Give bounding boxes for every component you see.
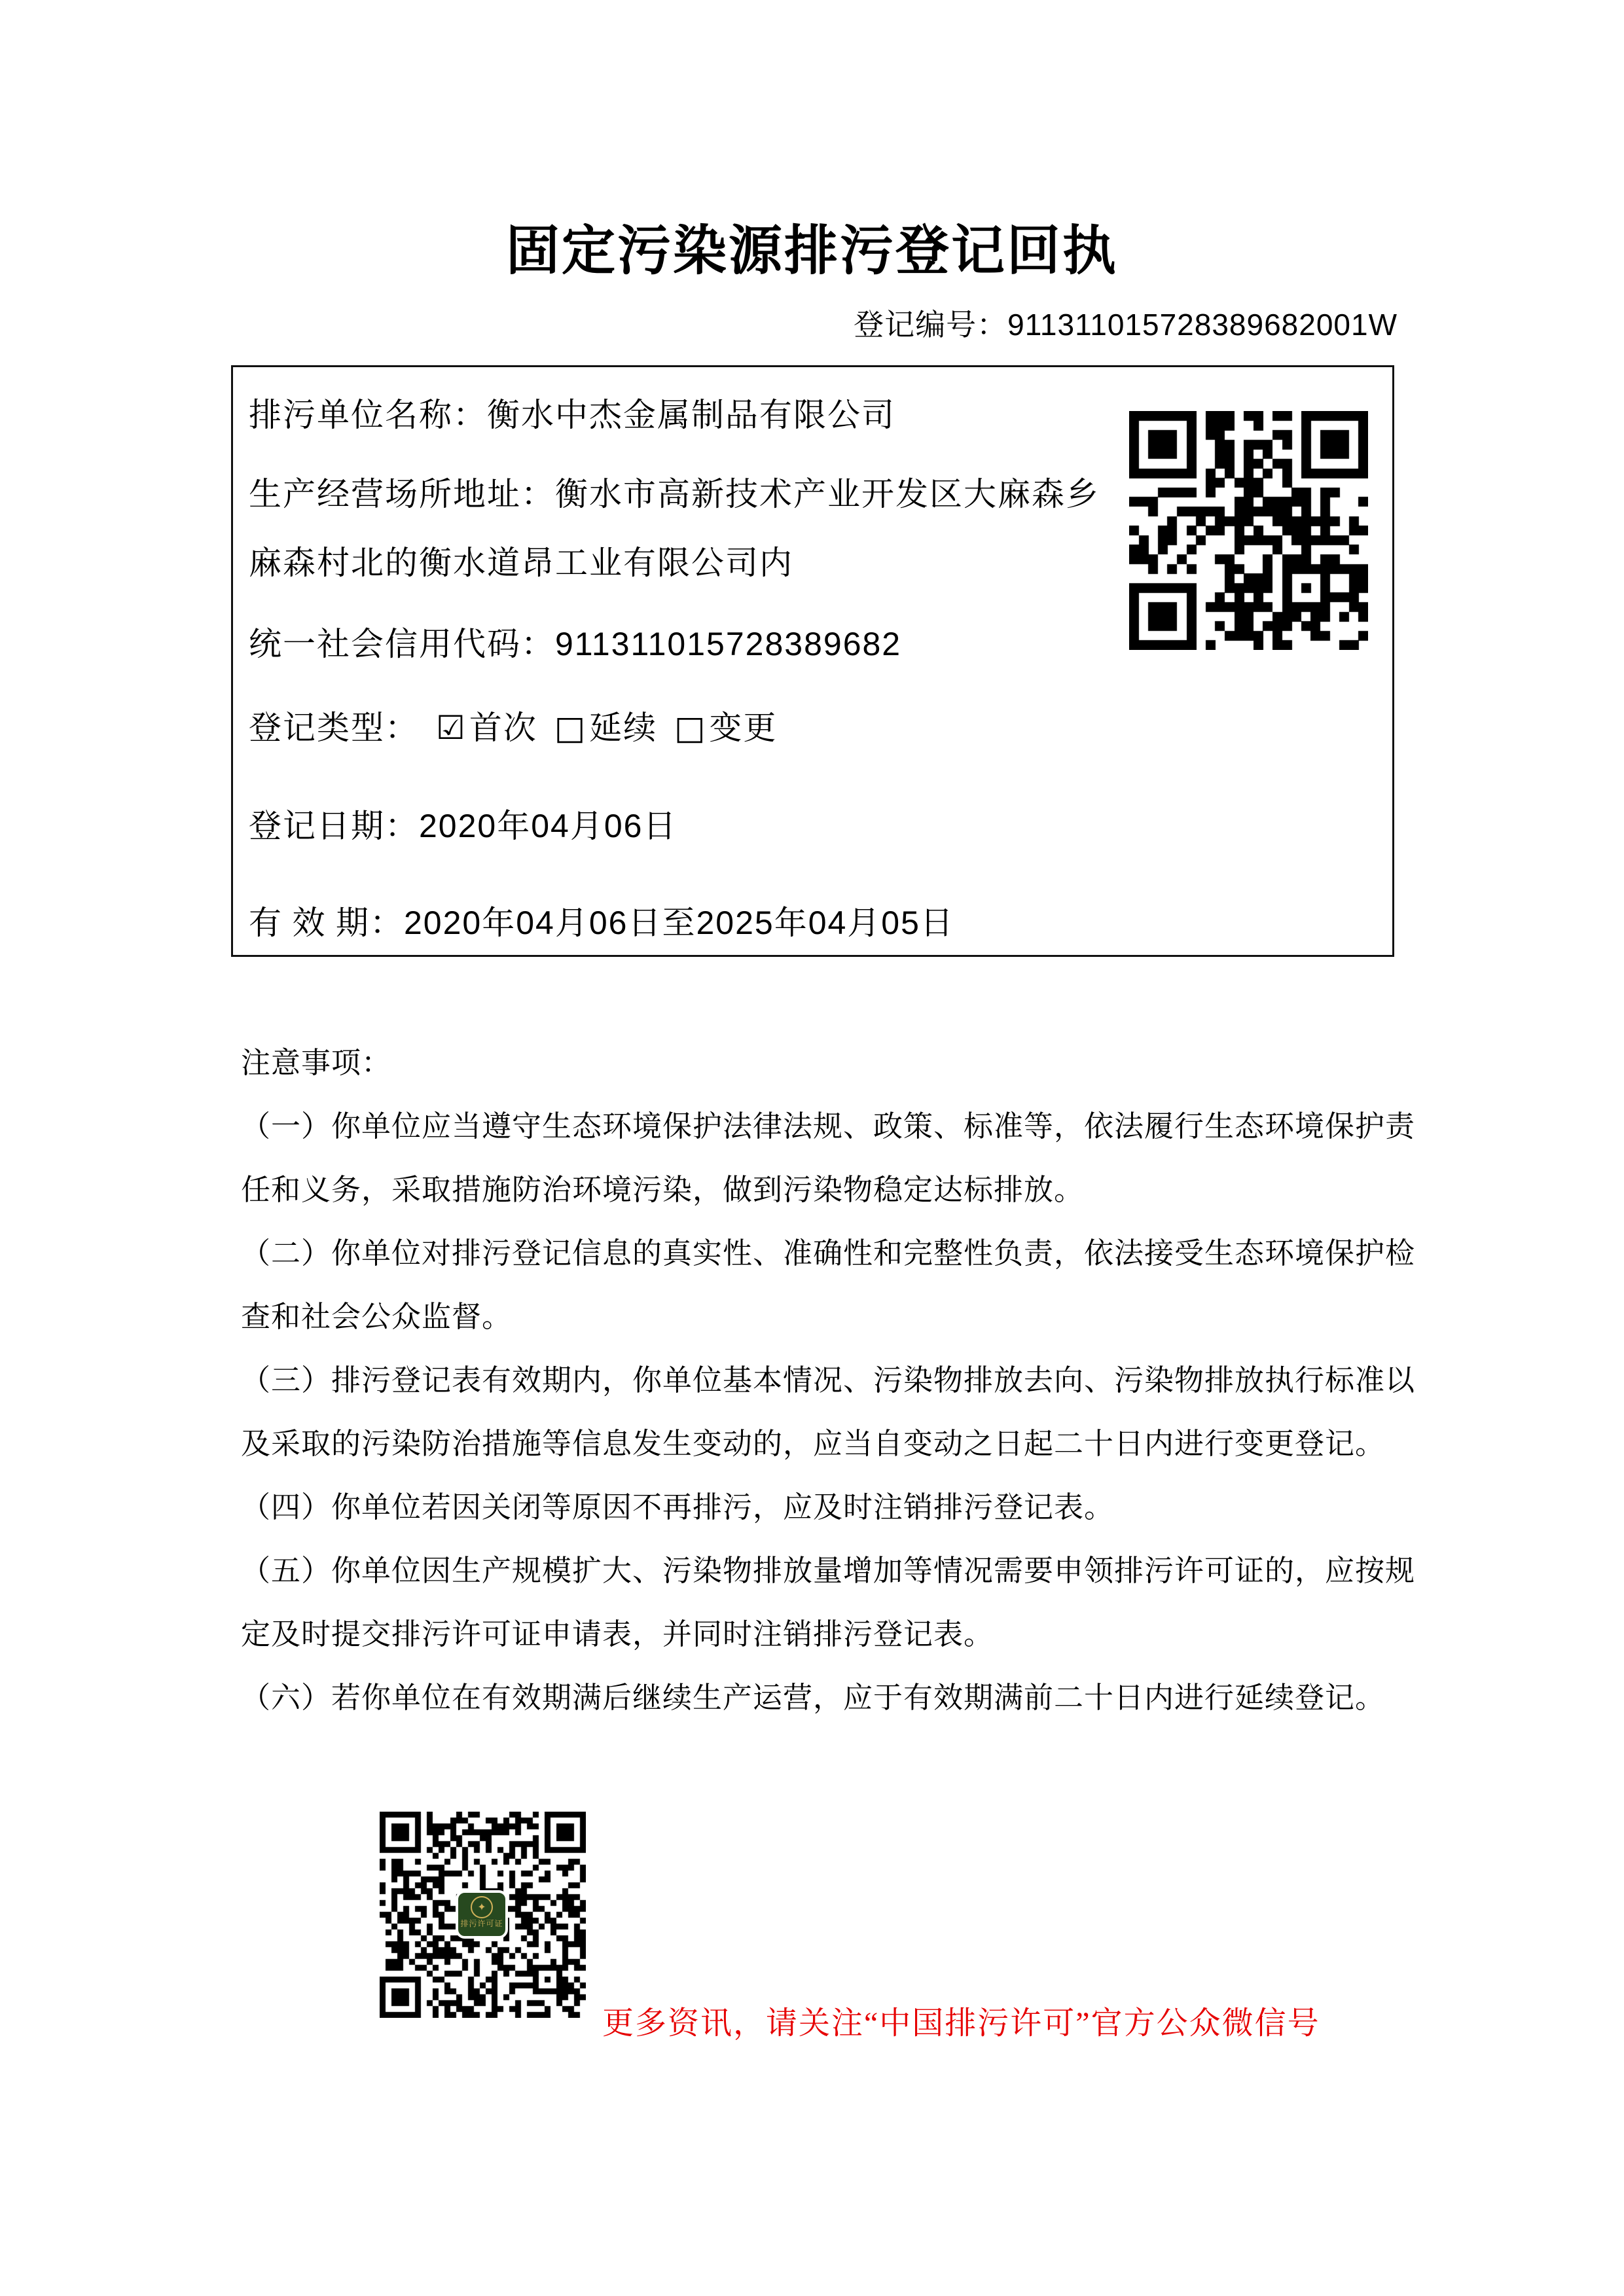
note-line: 查和社会公众监督。 (241, 1300, 513, 1333)
address-value-2: 麻森村北的衡水道昂工业有限公司内 (249, 545, 793, 581)
credit-code-line (249, 628, 901, 660)
address-label: 生产经营场所地址： (249, 476, 555, 512)
note-line: （二）你单位对排污登记信息的真实性、准确性和完整性负责，依法接受生态环境保护检 (241, 1237, 1416, 1270)
note-line: 定及时提交排污许可证申请表，并同时注销排污登记表。 (241, 1618, 994, 1651)
notes-section (241, 1031, 1415, 1730)
page-title: 固定污染源排污登记回执 (505, 221, 1118, 281)
permit-logo-text: 排污许可证 (460, 1919, 503, 1928)
checkbox-label-first: 首次 (469, 709, 537, 746)
wechat-qr-code-block (380, 1812, 586, 2018)
address-value-1: 衡水市高新技术产业开发区大麻森乡 (555, 476, 1100, 512)
note-line: 及采取的污染防治措施等信息发生变动的，应当自变动之日起二十日内进行变更登记。 (241, 1427, 1386, 1460)
credit-code-value: 911311015728389682 (555, 626, 902, 662)
empty-checkbox-icon: □ (554, 709, 587, 747)
unit-name-label: 排污单位名称： (249, 397, 487, 433)
unit-name-line (249, 399, 895, 431)
checked-checkbox-icon: ☑ (436, 709, 467, 747)
note-line: （四）你单位若因关闭等原因不再排污，应及时注销排污登记表。 (241, 1491, 1115, 1524)
wechat-follow-caption: 更多资讯，请关注“中国排污许可”官方公众微信号 (602, 2006, 1320, 2041)
note-line: （三）排污登记表有效期内，你单位基本情况、污染物排放去向、污染物排放执行标准以 (241, 1364, 1416, 1397)
registration-qr-code (1129, 411, 1368, 650)
notes-heading: 注意事项： (241, 1047, 392, 1079)
checkbox-option-renewal (554, 709, 657, 746)
note-line: （五）你单位因生产规模扩大、污染物排放量增加等情况需要申领排污许可证的，应按规 (241, 1554, 1416, 1587)
unit-name-value: 衡水中杰金属制品有限公司 (487, 397, 895, 433)
permit-app-logo (456, 1890, 508, 1939)
address-line-2 (249, 547, 793, 579)
registration-number-label: 登记编号： (854, 308, 1008, 342)
note-line: 任和义务，采取措施防治环境污染，做到污染物稳定达标排放。 (241, 1174, 1085, 1206)
note-line: （一）你单位应当遵守生态环境保护法律法规、政策、标准等，依法履行生态环境保护责 (241, 1110, 1416, 1143)
note-line: （六）若你单位在有效期满后继续生产运营，应于有效期满前二十日内进行延续登记。 (241, 1681, 1386, 1714)
registration-date-label: 登记日期： (249, 808, 419, 844)
checkbox-option-change (674, 709, 777, 746)
registration-type-label: 登记类型： (249, 709, 419, 746)
registration-info-box (231, 365, 1394, 957)
checkbox-label-renewal: 延续 (589, 709, 658, 746)
permit-emblem-icon: ✦ (471, 1896, 493, 1918)
validity-period-line (249, 906, 954, 939)
credit-code-label: 统一社会信用代码： (249, 626, 555, 662)
registration-date-line (249, 810, 677, 842)
registration-type-line (249, 709, 778, 747)
validity-period-value: 2020年04月06日至2025年04月05日 (404, 905, 954, 941)
registration-number-value: 911311015728389682001W (1007, 308, 1398, 342)
address-line-1 (249, 478, 1100, 511)
validity-period-label: 有 效 期： (249, 905, 404, 941)
checkbox-option-first (436, 709, 537, 746)
registration-date-value: 2020年04月06日 (419, 808, 677, 844)
registration-number-line (854, 301, 1398, 344)
checkbox-label-change: 变更 (709, 709, 778, 746)
empty-checkbox-icon: □ (674, 709, 707, 747)
